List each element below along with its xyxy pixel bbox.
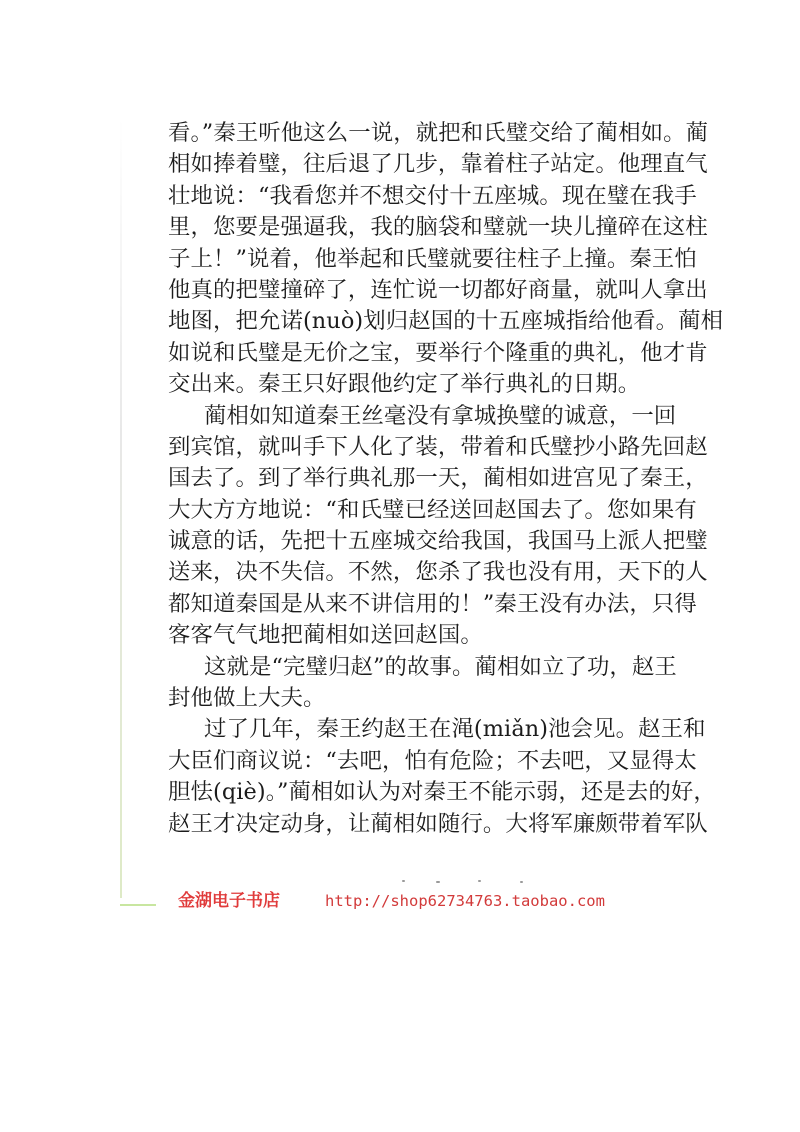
store-url: http://shop62734763.taobao.com [325, 892, 605, 910]
text-line: 客客气气地把蔺相如送回赵国。 [168, 622, 483, 649]
text-line: 壮地说：“我看您并不想交付十五座城。现在璧在我手 [168, 182, 697, 209]
text-line: 胆怯(qiè)。”蔺相如认为对秦王不能示弱，还是去的好， [168, 779, 716, 806]
scan-speck [520, 881, 523, 883]
text-line: 大臣们商议说：“去吧，怕有危险；不去吧，又显得太 [168, 747, 697, 774]
text-line: 里，您要是强逼我，我的脑袋和璧就一块儿撞碎在这柱 [168, 214, 708, 241]
scan-edge-shadow [120, 118, 122, 898]
paragraph-start-line: 蔺相如知道秦王丝毫没有拿城换璧的诚意，一回 [204, 402, 677, 429]
scan-speck [478, 880, 481, 882]
text-line: 交出来。秦王只好跟他约定了举行典礼的日期。 [168, 371, 641, 398]
text-line: 子上！”说着，他举起和氏璧就要往柱子上撞。秦王怕 [168, 245, 697, 272]
text-line: 如说和氏璧是无价之宝，要举行个隆重的典礼，他才肯 [168, 339, 708, 366]
paragraph-start-line: 过了几年，秦王约赵王在渑(miǎn)池会见。赵王和 [204, 716, 706, 743]
text-line: 封他做上大夫。 [168, 685, 326, 712]
text-line: 他真的把璧撞碎了，连忙说一切都好商量，就叫人拿出 [168, 276, 708, 303]
text-line: 到宾馆，就叫手下人化了装，带着和氏璧抄小路先回赵 [168, 433, 708, 460]
text-line: 大大方方地说：“和氏璧已经送回赵国去了。您如果有 [168, 496, 697, 523]
text-line: 都知道秦国是从来不讲信用的！”秦王没有办法，只得 [168, 590, 697, 617]
text-line: 相如捧着璧，往后退了几步，靠着柱子站定。他理直气 [168, 151, 708, 178]
scan-speck [402, 880, 405, 882]
text-line: 诚意的话，先把十五座城交给我国，我国马上派人把璧 [168, 528, 708, 555]
watermark-footer [120, 888, 640, 920]
text-line: 看。”秦王听他这么一说，就把和氏璧交给了蔺相如。蔺 [168, 120, 709, 146]
paragraph-start-line: 这就是“完璧归赵”的故事。蔺相如立了功，赵王 [204, 653, 677, 680]
footer-rule [120, 904, 156, 906]
text-line: 地图，把允诺(nuò)划归赵国的十五座城指给他看。蔺相 [168, 308, 724, 335]
text-line: 国去了。到了举行典礼那一天，蔺相如进宫见了秦王， [168, 465, 708, 492]
store-name: 金湖电子书店 [178, 891, 280, 911]
text-line: 赵王才决定动身，让蔺相如随行。大将军廉颇带着军队 [168, 810, 708, 837]
story-text [168, 118, 724, 840]
text-line: 送来，决不失信。不然，您杀了我也没有用，天下的人 [168, 559, 708, 586]
scan-speck [436, 881, 440, 883]
